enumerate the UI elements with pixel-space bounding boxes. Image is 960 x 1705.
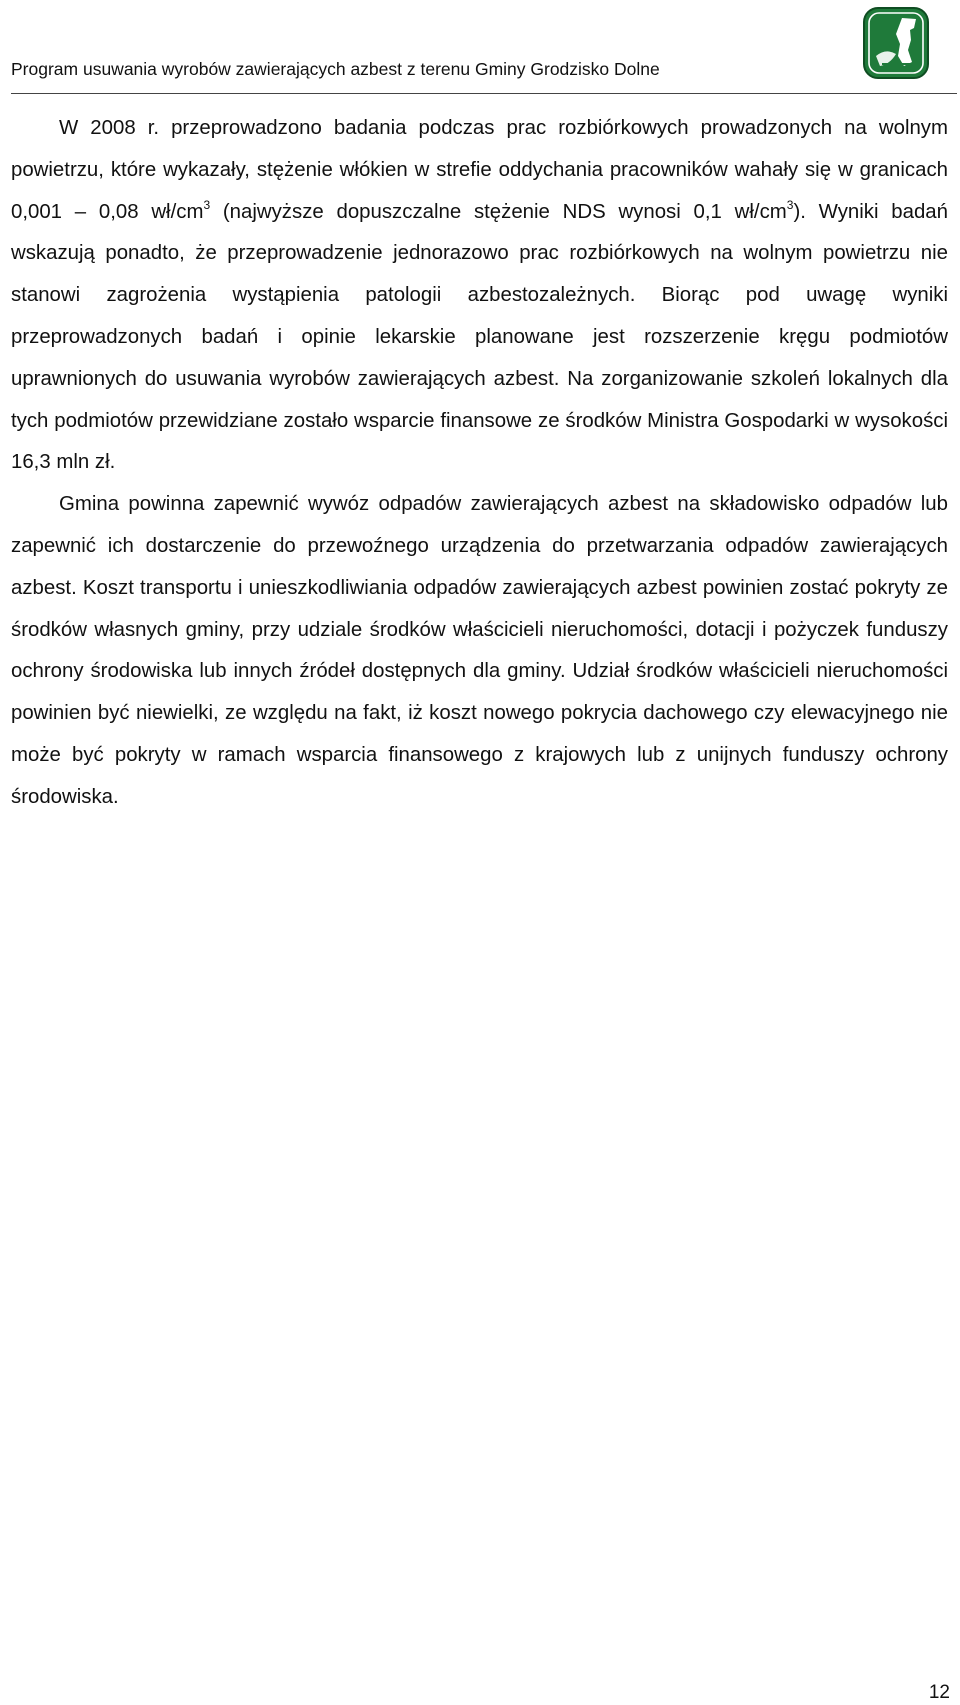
- superscript: 3: [203, 197, 211, 212]
- page-number: 12: [928, 1682, 950, 1703]
- paragraph-text: (najwyższe dopuszczalne stężenie NDS wynosi 0,1 wł/cm: [210, 200, 787, 223]
- paragraph-municipality-obligations: Gmina powinna zapewnić wywóz odpadów zawierających azbest na składowisko odpadów lub zapewnić ich dostarczenie do przewoźnego urządzenia do przetwarzania odpadów zawierających azbest. Koszt transportu i unieszkodliwiania odpadów zawierających azbest powinien zostać pokryty ze środków własnych gminy, przy udziale środków właścicieli nieruchomości, dotacji i pożyczek funduszy ochrony środowiska lub innych źródeł dostępnych dla gminy. Udział środków właścicieli nieruchomości powinien być niewielki, ze względu na fakt, iż koszt nowego pokrycia dachowego czy elewacyjnego nie może być pokryty w ramach wsparcia finansowego z krajowych lub z unijnych funduszy ochrony środowiska.: [11, 493, 948, 808]
- page-header: [11, 0, 957, 94]
- document-title: Program usuwania wyrobów zawierających azbest z terenu Gminy Grodzisko Dolne: [11, 59, 660, 79]
- document-body: [11, 108, 948, 819]
- paragraph-asbestos-study: [11, 108, 948, 484]
- municipality-emblem-icon: [862, 6, 930, 80]
- paragraph-text: ). Wyniki badań wskazują ponadto, że przeprowadzenie jednorazowo prac rozbiórkowych na wolnym powietrzu nie stanowi zagrożenia wystąpienia patologii azbestozależnych. Biorąc pod uwagę wyniki przeprowadzonych badań i opinie lekarskie planowane jest rozszerzenie kręgu podmiotów uprawnionych do usuwania wyrobów zawierających azbest. Na zorganizowanie szkoleń lokalnych dla tych podmiotów przewidziane zostało wsparcie finansowe ze środków Ministra Gospodarki w wysokości 16,3 mln zł.: [11, 200, 948, 474]
- paragraph-text: W 2008 r. przeprowadzono badania podczas prac rozbiórkowych prowadzonych na wolnym powietrzu, które wykazały, stężenie włókien w strefie oddychania pracowników wahały się w granicach 0,001 – 0,08 wł/cm: [11, 117, 948, 223]
- superscript: 3: [786, 197, 794, 212]
